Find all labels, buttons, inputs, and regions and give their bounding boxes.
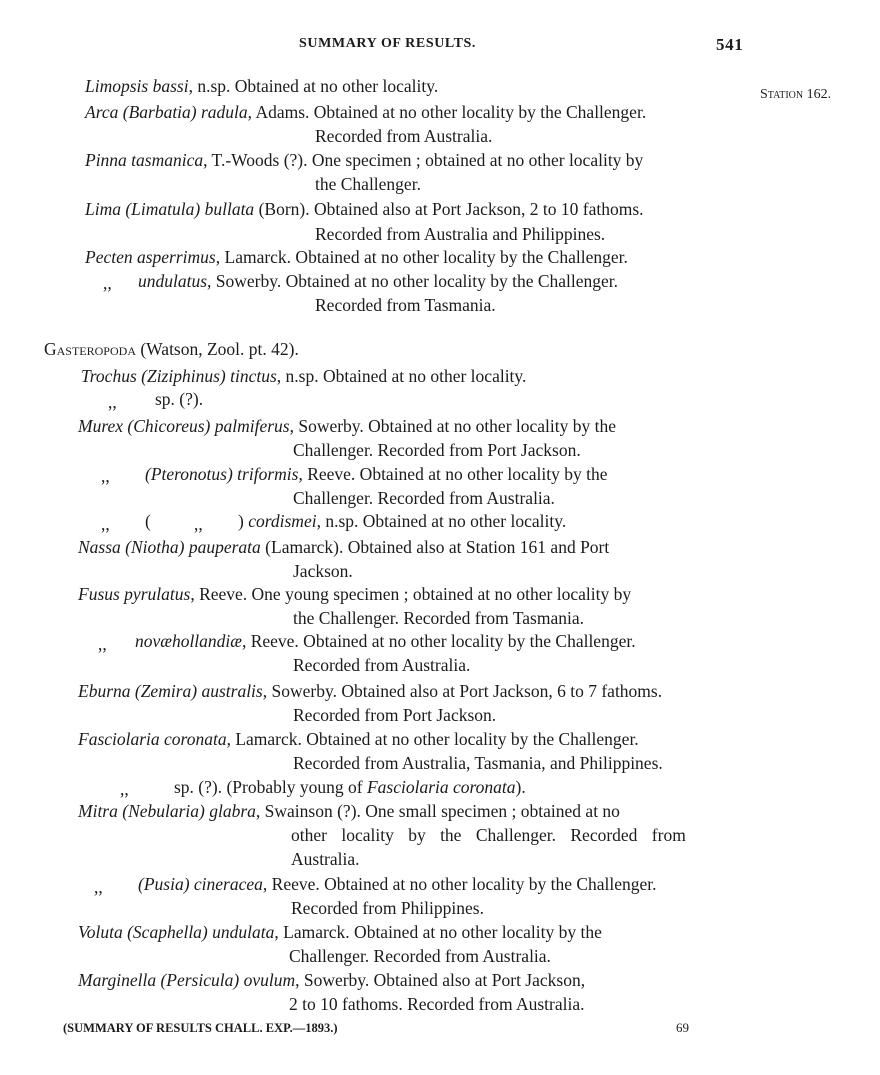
- entry-text: , Lamarck. Obtained at no other locality by the Challenger.: [226, 729, 639, 749]
- entry-text: , n.sp. Obtained at no other locality.: [276, 366, 527, 386]
- station-label: Station 162.: [760, 87, 832, 102]
- species-name: Fasciolaria coronata: [78, 729, 227, 749]
- entry-text: , T.-Woods (?). One specimen ; obtained at no other locality by: [203, 150, 644, 170]
- page-number: 541: [716, 35, 744, 54]
- entry-pteronotus-cont: Challenger. Recorded from Australia.: [293, 488, 555, 508]
- section-title: Gasteropoda: [44, 339, 136, 359]
- ditto-mark: ,,: [101, 514, 110, 534]
- ditto-mark: ,,: [98, 634, 107, 654]
- entry-eburna-cont: Recorded from Port Jackson.: [293, 705, 497, 725]
- entry-fusus-cont: the Challenger. Recorded from Tasmania.: [293, 608, 584, 628]
- entry-fasciolaria-sp: [174, 779, 526, 797]
- ditto-mark: ,,: [101, 466, 110, 486]
- entry-fasciolaria: [78, 731, 639, 749]
- species-name: Mitra (Nebularia) glabra: [78, 801, 256, 821]
- entry-novaehollandiae-cont: Recorded from Australia.: [293, 655, 471, 675]
- entry-lima: [85, 201, 644, 219]
- entry-text: , Sowerby. Obtained at no other locality by the Challenger.: [207, 271, 619, 291]
- species-name: Murex (Chicoreus) palmiferus: [78, 416, 290, 436]
- entry-pecten-undulatus: [138, 273, 618, 291]
- species-name: Limopsis bassi: [85, 76, 189, 96]
- species-name: Trochus (Ziziphinus) tinctus: [81, 366, 277, 386]
- species-name: (Pteronotus) triformis: [145, 464, 299, 484]
- entry-pusia: [138, 876, 657, 894]
- ditto-mark: ,,: [120, 779, 129, 799]
- entry-murex: [78, 418, 616, 436]
- entry-arca: [85, 104, 646, 122]
- species-name: Pinna tasmanica: [85, 150, 204, 170]
- entry-marginella-cont: 2 to 10 fathoms. Recorded from Australia.: [289, 994, 585, 1014]
- paren-open: (: [145, 511, 151, 531]
- entry-nassa: [78, 539, 609, 557]
- entry-text: (Born). Obtained also at Port Jackson, 2 to 10 fathoms.: [254, 199, 644, 219]
- entry-pinna: [85, 152, 643, 170]
- species-name: Arca (Barbatia) radula: [85, 102, 248, 122]
- section-heading: [44, 341, 299, 359]
- signature-number: 69: [676, 1020, 689, 1035]
- entry-text: , Lamarck. Obtained at no other locality by the Challenger.: [215, 247, 628, 267]
- entry-murex-cont: Challenger. Recorded from Port Jackson.: [293, 440, 581, 460]
- entry-text: sp. (?). (Probably young of: [174, 777, 367, 797]
- entry-text: , Sowerby. Obtained at no other locality by the: [289, 416, 617, 436]
- entry-text-tail: ).: [515, 777, 526, 797]
- species-name: undulatus: [138, 271, 208, 291]
- species-name: Pecten asperrimus: [85, 247, 216, 267]
- species-name: Voluta (Scaphella) undulata: [78, 922, 275, 942]
- ditto-mark: ,,: [94, 877, 103, 897]
- entry-text: , n.sp. Obtained at no other locality.: [316, 511, 567, 531]
- species-name: Marginella (Persicula) ovulum: [78, 970, 296, 990]
- entry-voluta-cont: Challenger. Recorded from Australia.: [289, 946, 551, 966]
- entry-pusia-cont: Recorded from Philippines.: [291, 898, 484, 918]
- entry-limopsis: [85, 78, 438, 96]
- species-name: cordismei: [248, 511, 317, 531]
- ditto-mark: ,,: [103, 273, 112, 293]
- species-name: Lima (Limatula) bullata: [85, 199, 255, 219]
- entry-fusus: [78, 586, 631, 604]
- entry-pecten-undulatus-cont: Recorded from Tasmania.: [315, 295, 496, 315]
- entry-text: , Sowerby. Obtained also at Port Jackson, 6 to 7 fathoms.: [262, 681, 663, 701]
- species-name: Fasciolaria coronata: [366, 777, 516, 797]
- entry-voluta: [78, 924, 602, 942]
- species-name: Fusus pyrulatus: [78, 584, 191, 604]
- entry-nassa-cont: Jackson.: [293, 561, 353, 581]
- entry-text: (Lamarck). Obtained also at Station 161 and Port: [260, 537, 610, 557]
- entry-marginella: [78, 972, 585, 990]
- entry-eburna: [78, 683, 662, 701]
- entry-text: , Reeve. Obtained at no other locality by the Challenger.: [262, 874, 657, 894]
- entry-text: , Reeve. Obtained at no other locality by the Challenger.: [241, 631, 636, 651]
- entry-mitra-cont2: Australia.: [291, 849, 360, 869]
- entry-text: , Sowerby. Obtained also at Port Jackson,: [295, 970, 586, 990]
- entry-pteronotus: [145, 466, 608, 484]
- ditto-mark: ,,: [108, 392, 117, 412]
- ditto-mark: ,,: [194, 514, 203, 534]
- entry-lima-cont: Recorded from Australia and Philippines.: [315, 224, 606, 244]
- entry-mitra-cont: other locality by the Challenger. Recorded from: [291, 825, 686, 845]
- entry-arca-cont: Recorded from Australia.: [315, 126, 493, 146]
- entry-mitra: [78, 803, 620, 821]
- footer-note: (SUMMARY OF RESULTS CHALL. EXP.—1893.): [63, 1021, 338, 1035]
- entry-text: , Adams. Obtained at no other locality by the Challenger.: [247, 102, 647, 122]
- running-title: SUMMARY OF RESULTS.: [299, 36, 476, 51]
- entry-pecten: [85, 249, 628, 267]
- paren-close: ): [238, 511, 244, 531]
- species-name: Eburna (Zemira) australis: [78, 681, 263, 701]
- species-name: Nassa (Niotha) pauperata: [78, 537, 261, 557]
- entry-text: , n.sp. Obtained at no other locality.: [188, 76, 439, 96]
- entry-pinna-cont: the Challenger.: [315, 174, 421, 194]
- entry-text: , Swainson (?). One small specimen ; obtained at no: [255, 801, 620, 821]
- entry-trochus-sp: sp. (?).: [155, 389, 204, 409]
- species-name: novæhollandiæ: [135, 631, 242, 651]
- entry-trochus: [81, 368, 526, 386]
- section-ref: (Watson, Zool. pt. 42).: [135, 339, 299, 359]
- entry-text: , Reeve. Obtained at no other locality by the: [298, 464, 608, 484]
- species-name: (Pusia) cineracea: [138, 874, 263, 894]
- entry-novaehollandiae: [135, 633, 636, 651]
- entry-text: , Lamarck. Obtained at no other locality by the: [274, 922, 602, 942]
- entry-text: , Reeve. One young specimen ; obtained at no other locality by: [190, 584, 632, 604]
- entry-fasciolaria-cont: Recorded from Australia, Tasmania, and Philippines.: [293, 753, 663, 773]
- entry-cordismei: [238, 513, 566, 531]
